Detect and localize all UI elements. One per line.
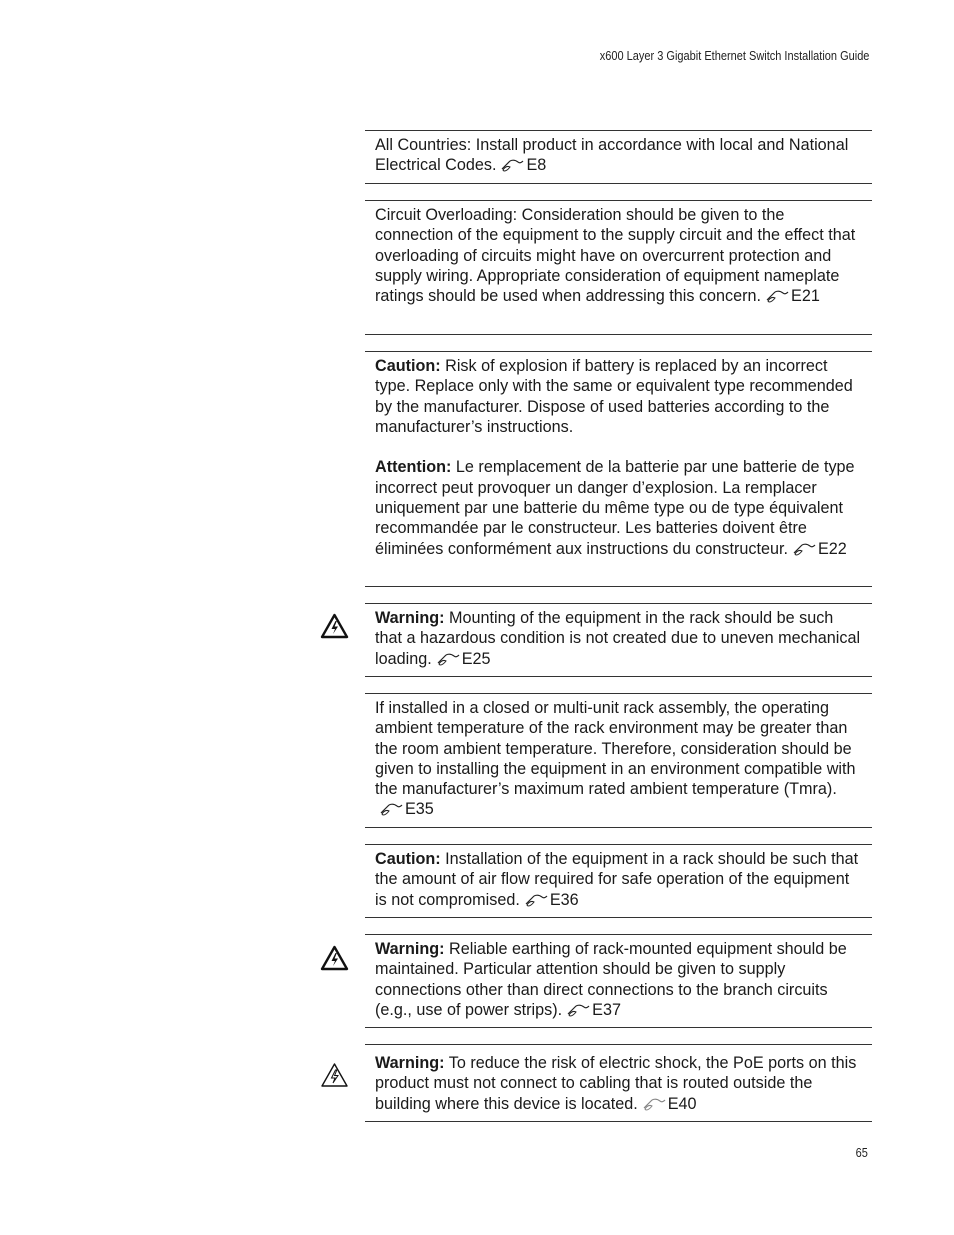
reference-code: E40 [667, 1094, 697, 1113]
translation-reference-icon [524, 893, 548, 907]
notice-text: Circuit Overloading: Consideration should be given to the connection of the equipment to the supply circuit and the effect that overloading of circuits might have on overcurrent protection and supply wiring. Appropriate consideration of equipment nameplate ratings should be used when addressing this concern. E21 [375, 206, 856, 306]
notice-e35 [365, 693, 872, 828]
notice-e25 [365, 603, 872, 677]
translation-reference-icon [792, 542, 816, 556]
translation-reference-icon [642, 1097, 666, 1111]
warning-label: Warning: [375, 940, 445, 958]
reference-code: E37 [592, 1000, 621, 1019]
notice-e37 [365, 934, 872, 1028]
notice-e22 [365, 351, 872, 587]
caution-label: Caution: [375, 850, 441, 868]
caution-label: Caution: [375, 357, 441, 375]
translation-reference-icon [500, 158, 524, 172]
notice-text: All Countries: Install product in accordance with local and National Electrical Codes. E8 [375, 136, 849, 175]
reference-code: E21 [791, 287, 820, 306]
notice-e40 [365, 1044, 872, 1122]
notice-text: Warning: To reduce the risk of electric shock, the PoE ports on this product must not connect to cabling that is routed outside the building where this device is located. E40 [375, 1054, 857, 1113]
notice-text-caution: Caution: Risk of explosion if battery is replaced by an incorrect type. Replace only with the same or equivalent type recommended by the manufacturer. Dispose of used batteries according to the manufacturer’s instructions. [375, 357, 853, 436]
notice-text: Warning: Mounting of the equipment in the rack should be such that a hazardous condition is not created due to uneven mechanical loading. E25 [375, 609, 861, 668]
running-header: x600 Layer 3 Gigabit Ethernet Switch Installation Guide [599, 49, 869, 63]
translation-reference-icon [379, 802, 403, 816]
notice-e36 [365, 844, 872, 918]
translation-reference-icon [566, 1003, 590, 1017]
notice-text: Warning: Reliable earthing of rack-mounted equipment should be maintained. Particular attention should be given to supply connections other than direct connections to the branch circuits (e.g., use of power strips). E37 [375, 940, 847, 1019]
reference-code: E36 [549, 890, 579, 909]
notice-e21 [365, 200, 872, 335]
page-number: 65 [855, 1146, 868, 1160]
reference-code: E8 [526, 156, 547, 175]
electrical-hazard-warning-icon [320, 1062, 349, 1088]
warning-label: Warning: [375, 609, 445, 627]
attention-label: Attention: [375, 458, 452, 477]
notice-text-attention: Attention: Le remplacement de la batterie par une batterie de type incorrect peut provoquer un danger d’explosion. La remplacer uniquement par une batterie du même type ou de type équivalent recommandée par le constructeur. Les batteries doivent être éliminées conformément aux instructions du constructeur. E22 [375, 458, 855, 558]
reference-code: E35 [405, 800, 434, 819]
notice-text: If installed in a closed or multi-unit rack assembly, the operating ambient temperature of the rack environment may be greater than the room ambient temperature. Therefore, consideration should be given to installing the equipment in an environment compatible with the manufacturer’s maximum rated ambient temperature (Tmra).E35 [375, 699, 856, 819]
reference-code: E25 [461, 649, 491, 668]
warning-label: Warning: [375, 1054, 445, 1072]
notice-text: Caution: Installation of the equipment in a rack should be such that the amount of air flow required for safe operation of the equipment is not compromised. E36 [375, 850, 859, 909]
electrical-hazard-warning-icon [320, 945, 349, 971]
reference-code: E22 [817, 539, 847, 558]
electrical-hazard-warning-icon [320, 613, 349, 639]
translation-reference-icon [765, 289, 789, 303]
notice-e8 [365, 130, 872, 184]
translation-reference-icon [436, 652, 460, 666]
